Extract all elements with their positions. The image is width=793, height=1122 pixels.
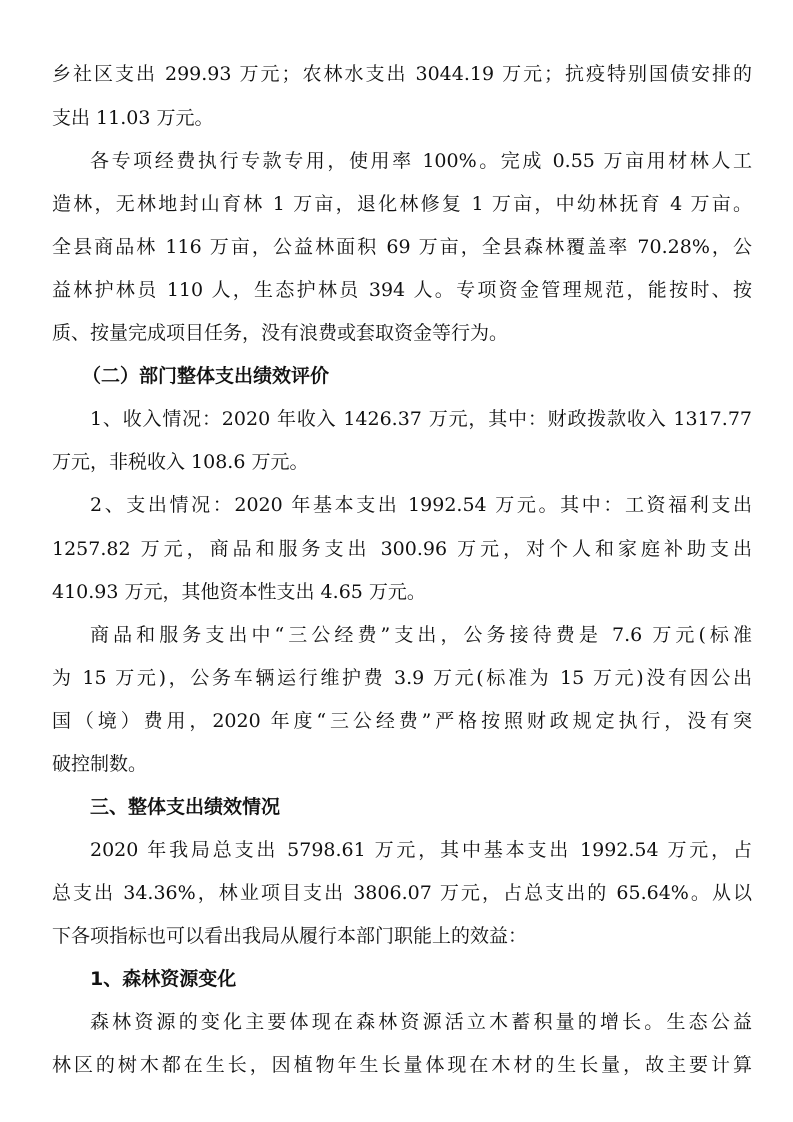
body-text-line: 乡社区支出 299.93 万元；农林水支出 3044.19 万元；抗疫特别国债安排的: [52, 63, 752, 85]
body-text-line: 商品和服务支出中“三公经费”支出，公务接待费是 7.6 万元(标准: [90, 624, 752, 646]
body-text-line: 造林，无林地封山育林 1 万亩，退化林修复 1 万亩，中幼林抚育 4 万亩。: [52, 193, 752, 215]
body-text-line: 益林护林员 110 人，生态护林员 394 人。专项资金管理规范，能按时、按: [52, 279, 752, 301]
body-text-line: 1257.82 万元，商品和服务支出 300.96 万元，对个人和家庭补助支出: [52, 538, 752, 560]
body-text-line: 破控制数。: [52, 753, 148, 775]
body-text-line: 410.93 万元，其他资本性支出 4.65 万元。: [52, 581, 426, 603]
body-text-line: 支出 11.03 万元。: [52, 107, 214, 129]
section-heading: 三、整体支出绩效情况: [90, 796, 281, 818]
body-text-line: 林区的树木都在生长，因植物年生长量体现在木材的生长量，故主要计算: [52, 1054, 752, 1076]
body-text-line: 1、收入情况：2020 年收入 1426.37 万元，其中：财政拨款收入 1317.77: [90, 408, 752, 430]
body-text-line: 2020 年我局总支出 5798.61 万元，其中基本支出 1992.54 万元，占: [90, 839, 752, 861]
body-text-line: 下各项指标也可以看出我局从履行本部门职能上的效益：: [52, 925, 528, 947]
body-text-line: 全县商品林 116 万亩，公益林面积 69 万亩，全县森林覆盖率 70.28%，公: [52, 236, 752, 258]
body-text-line: 国（境）费用，2020 年度“三公经费”严格按照财政规定执行，没有突: [52, 710, 752, 732]
body-text-line: 为 15 万元)，公务车辆运行维护费 3.9 万元(标准为 15 万元)没有因公出: [52, 667, 752, 689]
body-text-line: 万元，非税收入 108.6 万元。: [52, 451, 309, 473]
body-text-line: 各专项经费执行专款专用，使用率 100%。完成 0.55 万亩用材林人工: [90, 150, 752, 172]
body-text-line: 总支出 34.36%，林业项目支出 3806.07 万元，占总支出的 65.64%。从以: [52, 882, 752, 904]
subsection-heading: 1、森林资源变化: [90, 968, 237, 990]
body-text-line: 质、按量完成项目任务，没有浪费或套取资金等行为。: [52, 322, 509, 344]
section-heading: （二）部门整体支出绩效评价: [82, 365, 330, 387]
body-text-line: 2、支出情况：2020 年基本支出 1992.54 万元。其中：工资福利支出: [90, 494, 752, 516]
body-text-line: 森林资源的变化主要体现在森林资源活立木蓄积量的增长。生态公益: [90, 1011, 752, 1033]
